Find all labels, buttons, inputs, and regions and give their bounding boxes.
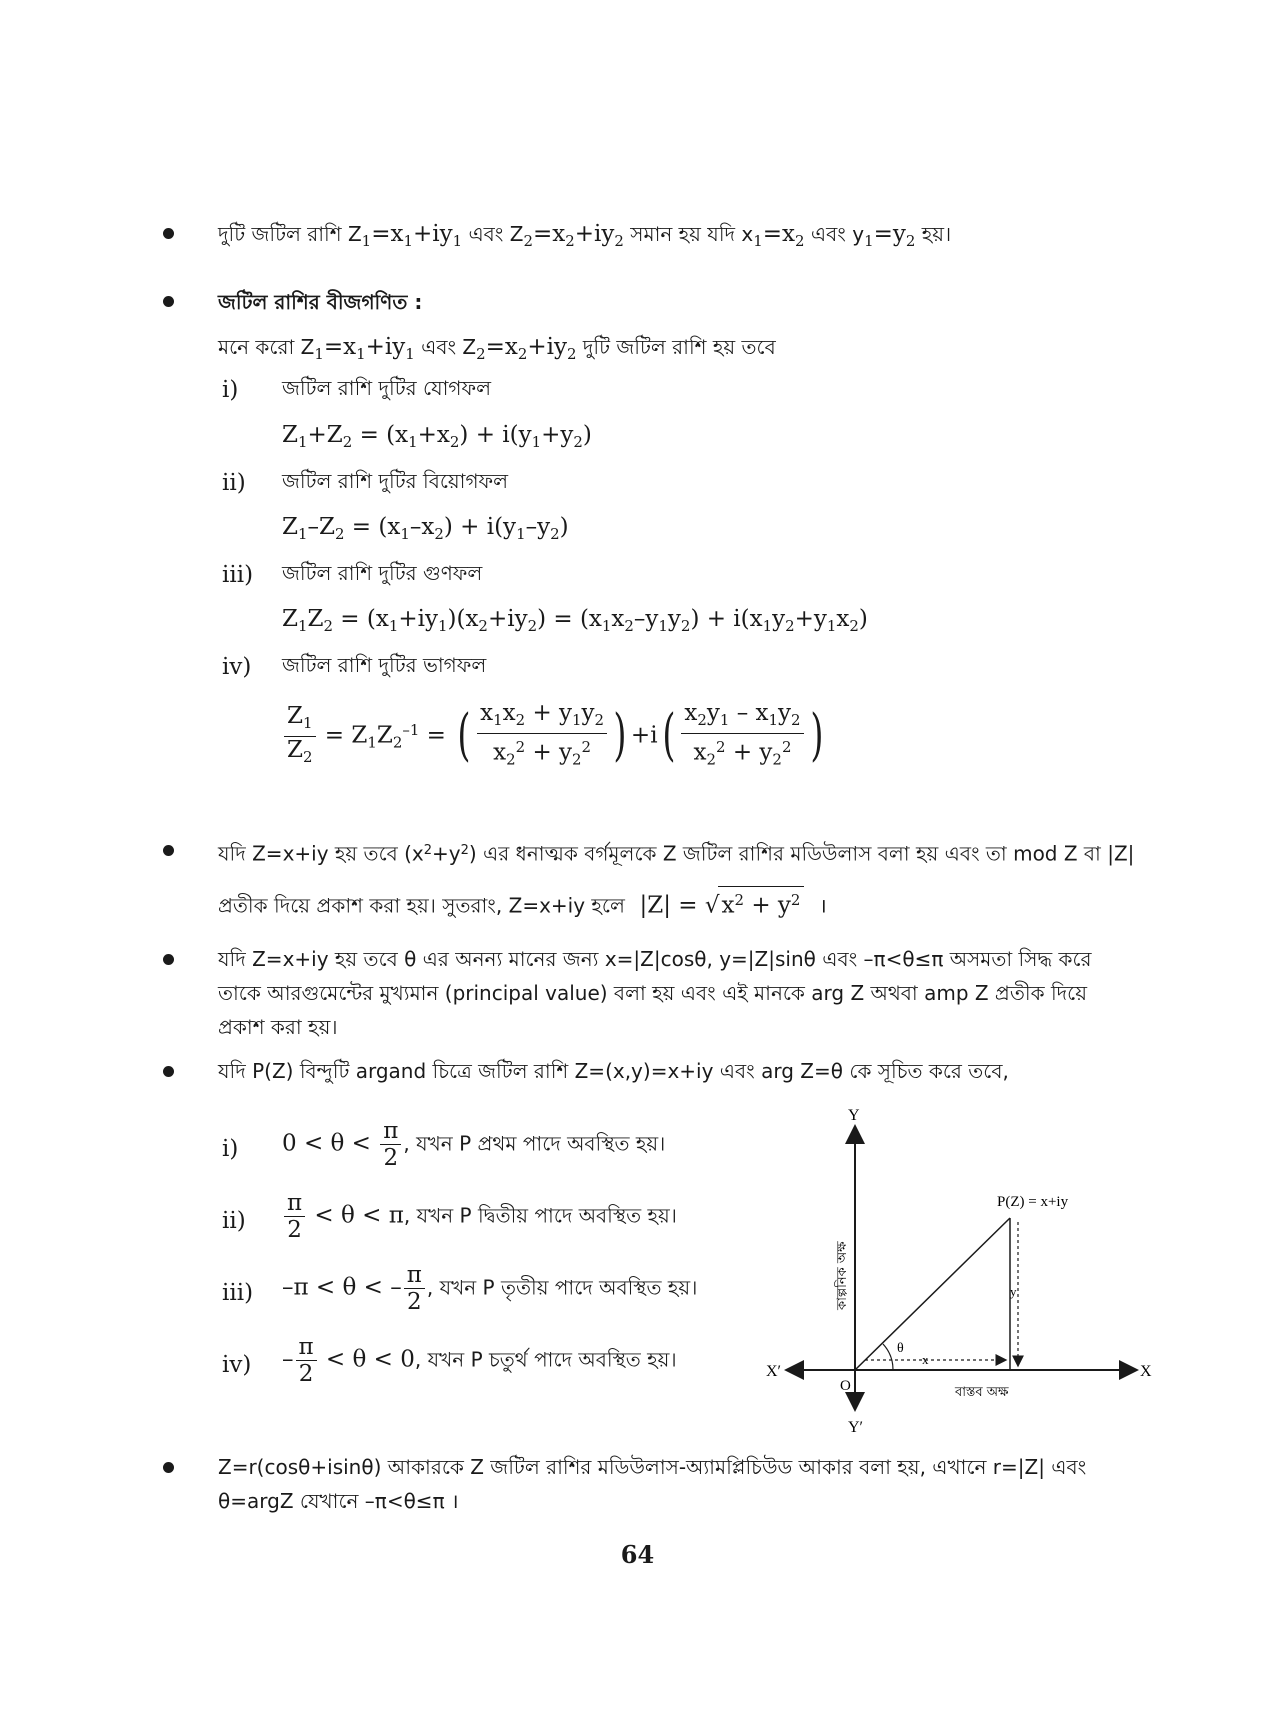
formula-sum: $Z_1+Z_2 = (x_1+x_2) + i(y_1+y_2)$	[282, 422, 592, 452]
x-neg-label: X′	[766, 1363, 782, 1380]
bullet	[163, 228, 174, 239]
argand-intro: যদি P(Z) বিন্দুটি argand চিত্রে জটিল রাশি Z=(x,y)=x+iy এবং arg Z=θ কে সূচিত করে তবে,	[218, 1059, 1009, 1083]
x-axis-label: X	[1140, 1363, 1152, 1380]
origin-label: O	[840, 1378, 851, 1394]
item-text: জটিল রাশি দুটির ভাগফল	[282, 653, 487, 677]
modulus-formula: প্রতীক দিয়ে প্রকাশ করা হয়। সুতরাং, Z=x+iy হলে $|Z| = √x^2 + y^2$ ।	[218, 886, 827, 920]
formula-difference: $Z_1-Z_2 = (x_1-x_2) + i(y_1-y_2)$	[282, 514, 569, 544]
point-label: P(Z) = x+iy	[997, 1194, 1069, 1210]
bullet	[163, 1066, 174, 1077]
x-segment-label: x	[922, 1352, 929, 1367]
y-axis-label: Y	[848, 1107, 860, 1124]
y-segment-label: y	[1010, 1284, 1017, 1299]
formula-product: $Z_1Z_2 = (x_1+iy_1)(x_2+iy_2) = (x_1x_2-y_1y_2) + i(x_1y_2+y_1x_2)$	[282, 606, 868, 636]
radius-line	[855, 1218, 1010, 1370]
bullet	[163, 296, 174, 307]
argument-line-3: প্রকাশ করা হয়।	[218, 1015, 338, 1039]
item-number: ii)	[222, 1208, 246, 1234]
argand-diagram	[760, 1100, 1160, 1440]
quadrant-1: 0 < θ < $\frac{\pi}{2}$ , যখন P প্রথম পাদে অবস্থিত হয়।	[282, 1118, 666, 1171]
quadrant-4: – $\frac{\pi}{2}$ < θ < 0, যখন P চতুর্থ পাদে অবস্থিত হয়।	[282, 1334, 677, 1387]
formula-quotient: $\frac{Z_1}{Z_2}$ = $Z_1Z_2^{-1}$ = ( $\frac{x_1x_2 + y_1y_2}{x_2^2 + y_2^2}$ ) +i( $\frac{x_2y_1 - x_1y_2}{x_2^2 + y_2^2}$ )	[282, 700, 827, 773]
quadrant-3: –π < θ < – $\frac{\pi}{2}$ , যখন P তৃতীয় পাদে অবস্থিত হয়।	[282, 1262, 698, 1315]
item-number: i)	[222, 1136, 239, 1162]
equality-condition: দুটি জটিল রাশি $Z_1=x_1+iy_1$ এবং $Z_2=x_2+iy_2$ সমান হয় যদি $x_1=x_2$ এবং $y_1=y_2$ হয়।	[218, 221, 952, 251]
item-number: iv)	[222, 654, 252, 680]
page-number: 64	[620, 1540, 655, 1569]
modulus-definition: যদি Z=x+iy হয় তবে $(x^2+y^2)$ এর ধনাত্মক বর্গমূলকে Z জটিল রাশির মডিউলাস বলা হয় এবং তা mod Z বা |Z|	[218, 841, 1135, 866]
bullet	[163, 1462, 174, 1473]
item-text: জটিল রাশি দুটির গুণফল	[282, 561, 483, 585]
item-number: iii)	[222, 562, 254, 588]
theta-arc	[883, 1344, 893, 1370]
item-text: জটিল রাশি দুটির যোগফল	[282, 376, 492, 400]
y-neg-label: Y′	[848, 1419, 864, 1436]
item-number: i)	[222, 377, 239, 403]
polar-form-line-2: θ=argZ যেখানে –π<θ≤π ।	[218, 1489, 459, 1513]
polar-form-line-1: Z=r(cosθ+isinθ) আকারকে Z জটিল রাশির মডিউলাস-অ্যামপ্লিচিউড আকার বলা হয়, এখানে r=|Z| এবং	[218, 1455, 1087, 1479]
quadrant-2: $\frac{\pi}{2}$ < θ < π, যখন P দ্বিতীয় পাদে অবস্থিত হয়।	[282, 1190, 677, 1243]
bullet	[163, 845, 174, 856]
theta-label: θ	[897, 1341, 904, 1356]
item-number: iv)	[222, 1352, 252, 1378]
argument-line-1: যদি Z=x+iy হয় তবে θ এর অনন্য মানের জন্য x=|Z|cosθ, y=|Z|sinθ এবং –π<θ≤π অসমতা সিদ্ধ করে	[218, 947, 1092, 971]
algebra-intro: মনে করো $Z_1=x_1+iy_1$ এবং $Z_2=x_2+iy_2$ দুটি জটিল রাশি হয় তবে	[218, 334, 776, 364]
imaginary-axis-label: কাল্পনিক অক্ষ	[835, 1241, 850, 1310]
item-text: জটিল রাশি দুটির বিয়োগফল	[282, 469, 509, 493]
item-number: iii)	[222, 1280, 254, 1306]
real-axis-label: বাস্তব অক্ষ	[955, 1385, 1009, 1400]
argument-line-2: তাকে আরগুমেন্টের মুখ্যমান (principal value) বলা হয় এবং এই মানকে arg Z অথবা amp Z প্রতীক দিয়ে	[218, 981, 1087, 1005]
section-heading: জটিল রাশির বীজগণিত :	[218, 290, 423, 314]
bullet	[163, 954, 174, 965]
item-number: ii)	[222, 470, 246, 496]
